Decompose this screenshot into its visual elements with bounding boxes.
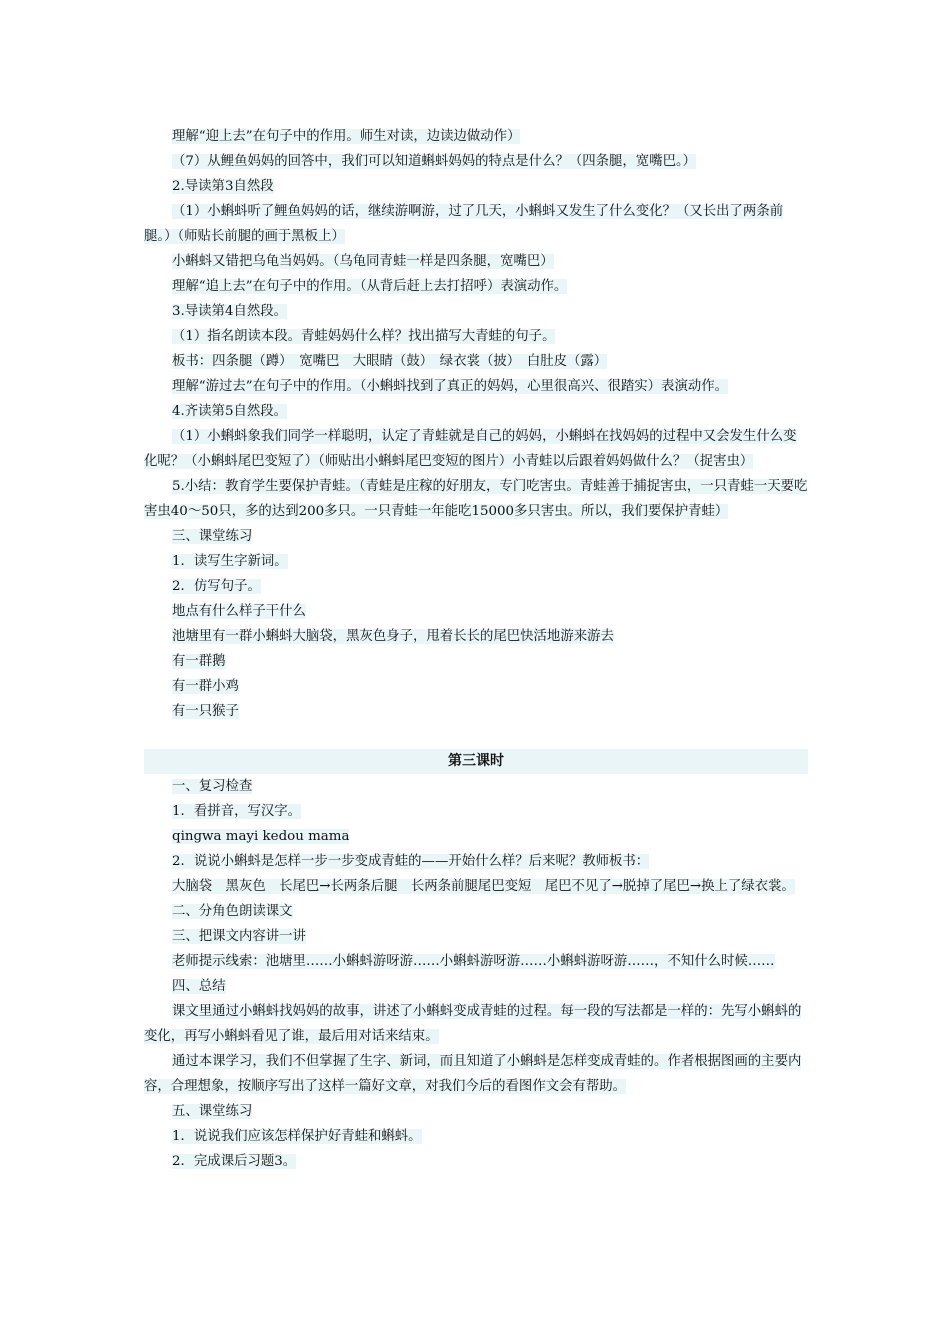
paragraph: （7）从鲤鱼妈妈的回答中，我们可以知道蝌蚪妈妈的特点是什么？（四条腿，宽嘴巴。） <box>172 154 697 169</box>
paragraph: 2．完成课后习题3。 <box>172 1154 297 1169</box>
paragraph: 4.齐读第5自然段。 <box>172 404 288 419</box>
paragraph: 有一群小鸡 <box>172 679 239 694</box>
paragraph: 有一群鹅 <box>172 654 226 669</box>
paragraph: qingwa mayi kedou mama <box>172 829 350 844</box>
paragraph: 有一只猴子 <box>172 704 239 719</box>
paragraph: 课文里通过小蝌蚪找妈妈的故事，讲述了小蝌蚪变成青蛙的过程。每一段的写法都是一样的：先写小蝌蚪的变化，再写小蝌蚪看见了谁，最后用对话来结束。 <box>144 1004 802 1044</box>
paragraph: （1）小蝌蚪听了鲤鱼妈妈的话，继续游啊游，过了几天，小蝌蚪又发生了什么变化？（又长出了两条前腿。）（师贴长前腿的画于黑板上） <box>144 204 784 244</box>
paragraph: 三、课堂练习 <box>172 529 253 544</box>
paragraph: 5.小结：教育学生要保护青蛙。（青蛙是庄稼的好朋友，专门吃害虫。青蛙善于捕捉害虫，一只青蛙一天要吃害虫40～50只，多的达到200多只。一只青蛙一年能吃15000多只害虫。所以，我们要保护青蛙） <box>144 479 808 519</box>
section-title: 第三课时 <box>144 749 808 774</box>
paragraph: 2．说说小蝌蚪是怎样一步一步变成青蛙的——开始什么样？后来呢？教师板书： <box>172 854 650 869</box>
paragraph: 2.导读第3自然段 <box>172 179 274 194</box>
paragraph: 老师提示线索：池塘里……小蝌蚪游呀游……小蝌蚪游呀游……小蝌蚪游呀游……，不知什么时候…… <box>172 954 775 969</box>
paragraph: 3.导读第4自然段。 <box>172 304 288 319</box>
paragraph: 2．仿写句子。 <box>172 579 261 594</box>
paragraph: 理解“追上去”在句子中的作用。（从背后赶上去打招呼）表演动作。 <box>172 279 568 294</box>
paragraph: 理解“游过去”在句子中的作用。（小蝌蚪找到了真正的妈妈，心里很高兴、很踏实）表演动作。 <box>172 379 729 394</box>
paragraph: 五、课堂练习 <box>172 1104 253 1119</box>
paragraph: 二、分角色朗读课文 <box>172 904 293 919</box>
paragraph: 地点有什么样子干什么 <box>172 604 306 619</box>
paragraph: （1）小蝌蚪象我们同学一样聪明，认定了青蛙就是自己的妈妈，小蝌蚪在找妈妈的过程中又会发生什么变化呢？（小蝌蚪尾巴变短了）（师贴出小蝌蚪尾巴变短的图片）小青蛙以后跟着妈妈做什么？（捉害虫） <box>144 429 797 469</box>
paragraph: 三、把课文内容讲一讲 <box>172 929 306 944</box>
paragraph: 池塘里有一群小蝌蚪大脑袋，黑灰色身子，甩着长长的尾巴快活地游来游去 <box>172 629 614 644</box>
paragraph: 板书：四条腿（蹲） 宽嘴巴 大眼睛（鼓） 绿衣裳（披） 白肚皮（露） <box>172 354 608 369</box>
blank-line <box>144 724 808 749</box>
paragraph: 1．说说我们应该怎样保护好青蛙和蝌蚪。 <box>172 1129 422 1144</box>
paragraph: 小蝌蚪又错把乌龟当妈妈。（乌龟同青蛙一样是四条腿，宽嘴巴） <box>172 254 554 269</box>
paragraph: 通过本课学习，我们不但掌握了生字、新词，而且知道了小蝌蚪是怎样变成青蛙的。作者根据图画的主要内容，合理想象，按顺序写出了这样一篇好文章，对我们今后的看图作文会有帮助。 <box>144 1054 802 1094</box>
paragraph: 理解“迎上去”在句子中的作用。师生对读，边读边做动作） <box>172 129 521 144</box>
paragraph: （1）指名朗读本段。青蛙妈妈什么样？找出描写大青蛙的句子。 <box>172 329 556 344</box>
paragraph: 1．看拼音，写汉字。 <box>172 804 302 819</box>
paragraph: 1．读写生字新词。 <box>172 554 288 569</box>
paragraph: 一、复习检查 <box>172 779 253 794</box>
paragraph: 四、总结 <box>172 979 226 994</box>
paragraph: 大脑袋 黑灰色 长尾巴→长两条后腿 长两条前腿尾巴变短 尾巴不见了→脱掉了尾巴→换上了绿衣裳。 <box>172 879 795 894</box>
document-body <box>144 124 808 1174</box>
